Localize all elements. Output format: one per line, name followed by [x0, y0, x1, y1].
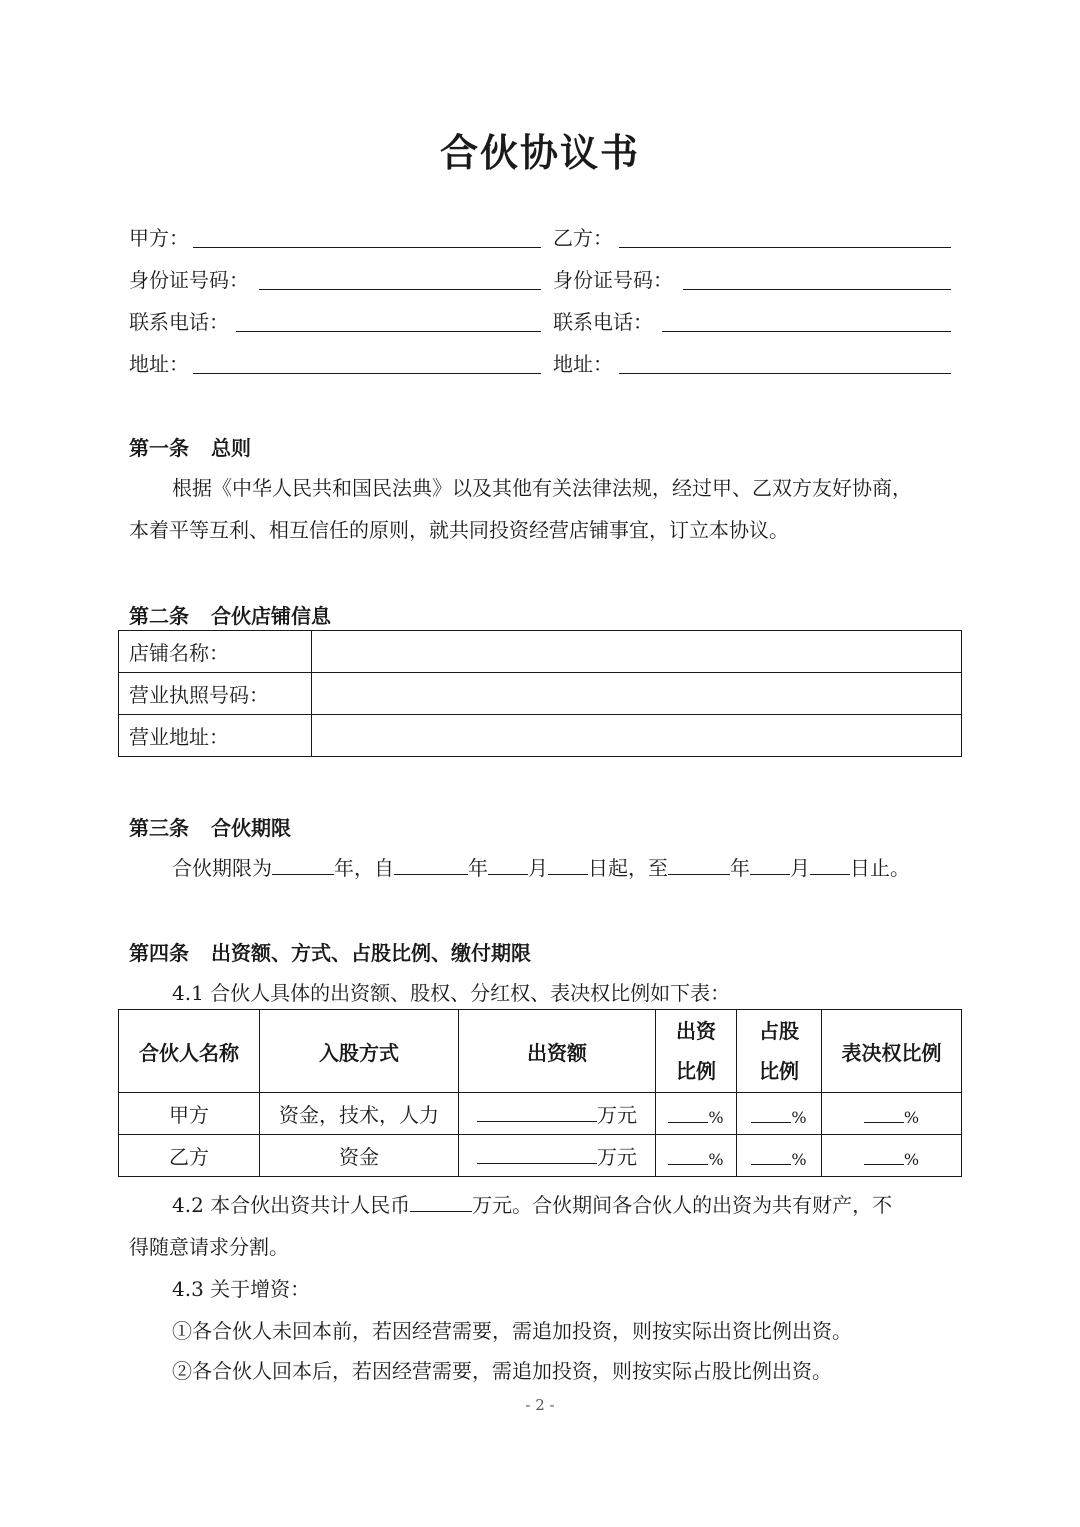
row-b-investment-ratio-blank[interactable] — [668, 1142, 708, 1165]
party-a-address-label: 地址： — [129, 352, 189, 376]
party-a-address-field[interactable] — [193, 351, 541, 374]
row-a-share-ratio-blank[interactable] — [751, 1100, 791, 1123]
article-3-name: 合伙期限 — [211, 816, 291, 840]
article-4-name: 出资额、方式、占股比例、缴付期限 — [211, 941, 531, 965]
row-a-voting-ratio-blank[interactable] — [864, 1100, 904, 1123]
row-b-voting-ratio[interactable] — [822, 1135, 962, 1177]
shop-info-table — [118, 630, 962, 757]
article-4-heading — [129, 937, 531, 966]
row-b-voting-ratio-blank[interactable] — [864, 1142, 904, 1165]
article-3-number: 第三条 — [129, 816, 189, 840]
term-years-blank[interactable] — [272, 852, 334, 875]
term-text-5: 日起，至 — [588, 856, 668, 880]
row-b-amount-blank[interactable] — [477, 1141, 597, 1164]
row-b-method: 资金 — [260, 1135, 459, 1177]
header-voting-ratio: 表决权比例 — [822, 1010, 962, 1093]
party-a-phone-label: 联系电话： — [129, 310, 229, 334]
row-b-name: 乙方 — [119, 1135, 260, 1177]
percent-sign: % — [791, 1149, 807, 1169]
table-row — [119, 631, 962, 673]
article-2-number: 第二条 — [129, 604, 189, 628]
percent-sign: % — [708, 1149, 724, 1169]
end-year-blank[interactable] — [668, 852, 730, 875]
shop-name-label: 店铺名称： — [119, 631, 312, 673]
article-3-heading — [129, 812, 291, 841]
party-a-label: 甲方： — [129, 226, 189, 250]
article-4-number: 第四条 — [129, 941, 189, 965]
table-row — [119, 1135, 962, 1177]
section-4-2-line-2: 得随意请求分割。 — [129, 1235, 289, 1259]
party-b-phone-field[interactable] — [662, 309, 951, 332]
article-2-name: 合伙店铺信息 — [211, 604, 331, 628]
party-b-label: 乙方： — [553, 226, 613, 250]
header-partner-name: 合伙人名称 — [119, 1010, 260, 1093]
term-sentence — [172, 852, 910, 884]
party-b-phone-label: 联系电话： — [553, 310, 653, 334]
start-day-blank[interactable] — [548, 852, 588, 875]
header-investment-ratio — [656, 1010, 737, 1093]
party-b-address-field[interactable] — [619, 351, 951, 374]
row-b-investment-ratio[interactable] — [656, 1135, 737, 1177]
header-amount: 出资额 — [459, 1010, 656, 1093]
end-day-blank[interactable] — [810, 852, 850, 875]
header-method: 入股方式 — [260, 1010, 459, 1093]
party-b-field[interactable] — [619, 225, 951, 248]
header-investment-ratio-line-1: 出资 — [676, 1019, 716, 1043]
business-address-cell[interactable] — [312, 715, 962, 757]
license-number-cell[interactable] — [312, 673, 962, 715]
business-address-label: 营业地址： — [119, 715, 312, 757]
row-a-voting-ratio[interactable] — [822, 1093, 962, 1135]
row-b-share-ratio[interactable] — [737, 1135, 822, 1177]
section-4-3-item-1: ①各合伙人未回本前，若因经营需要，需追加投资，则按实际出资比例出资。 — [172, 1319, 852, 1343]
row-a-investment-ratio[interactable] — [656, 1093, 737, 1135]
term-text-1: 合伙期限为 — [172, 856, 272, 880]
shop-name-cell[interactable] — [312, 631, 962, 673]
term-text-7: 月 — [790, 856, 810, 880]
article-1-line-2: 本着平等互利、相互信任的原则，就共同投资经营店铺事宜，订立本协议。 — [129, 518, 789, 542]
article-1-line-1: 根据《中华人民共和国民法典》以及其他有关法律法规，经过甲、乙双方友好协商， — [172, 476, 912, 500]
article-1-number: 第一条 — [129, 436, 189, 460]
term-text-4: 月 — [528, 856, 548, 880]
term-text-3: 年 — [468, 856, 488, 880]
section-4-3: 4.3 关于增资： — [172, 1277, 311, 1301]
header-share-ratio — [737, 1010, 822, 1093]
end-month-blank[interactable] — [750, 852, 790, 875]
article-1-heading — [129, 432, 251, 461]
article-2-heading — [129, 600, 331, 629]
row-a-investment-ratio-blank[interactable] — [668, 1100, 708, 1123]
start-year-blank[interactable] — [394, 852, 468, 875]
page-number: - 2 - — [525, 1396, 555, 1414]
party-a-id-label: 身份证号码： — [129, 268, 249, 292]
term-text-2: 年，自 — [334, 856, 394, 880]
section-4-1: 4.1 合伙人具体的出资额、股权、分红权、表决权比例如下表： — [172, 981, 731, 1005]
percent-sign: % — [903, 1149, 920, 1169]
row-a-amount-blank[interactable] — [477, 1099, 597, 1122]
total-investment-blank[interactable] — [410, 1189, 472, 1212]
row-a-amount[interactable] — [459, 1093, 656, 1135]
party-a-field[interactable] — [193, 225, 541, 248]
article-1-name: 总则 — [211, 436, 251, 460]
section-4-2-line-1 — [172, 1189, 892, 1221]
header-share-ratio-line-1: 占股 — [759, 1019, 799, 1043]
percent-sign: % — [708, 1107, 724, 1127]
party-b-id-label: 身份证号码： — [553, 268, 673, 292]
table-row — [119, 1093, 962, 1135]
table-row — [119, 673, 962, 715]
row-b-amount[interactable] — [459, 1135, 656, 1177]
term-text-6: 年 — [730, 856, 750, 880]
party-a-id-field[interactable] — [259, 267, 541, 290]
row-b-share-ratio-blank[interactable] — [751, 1142, 791, 1165]
row-a-name: 甲方 — [119, 1093, 260, 1135]
section-4-2-text-1: 4.2 本合伙出资共计人民币 — [172, 1193, 411, 1217]
header-share-ratio-line-2: 比例 — [759, 1059, 799, 1083]
row-a-method: 资金，技术，人力 — [260, 1093, 459, 1135]
table-header-row — [119, 1010, 962, 1093]
section-4-3-item-2: ②各合伙人回本后，若因经营需要，需追加投资，则按实际占股比例出资。 — [172, 1359, 832, 1383]
header-investment-ratio-line-2: 比例 — [676, 1059, 716, 1083]
party-b-id-field[interactable] — [683, 267, 951, 290]
row-b-unit: 万元 — [597, 1145, 637, 1169]
investment-table — [118, 1009, 962, 1177]
license-number-label: 营业执照号码： — [119, 673, 312, 715]
percent-sign: % — [791, 1107, 807, 1127]
party-b-address-label: 地址： — [553, 352, 613, 376]
table-row — [119, 715, 962, 757]
term-text-8: 日止。 — [850, 856, 910, 880]
section-4-2-text-2: 万元。合伙期间各合伙人的出资为共有财产，不 — [472, 1193, 893, 1217]
start-month-blank[interactable] — [488, 852, 528, 875]
document-title: 合伙协议书 — [439, 131, 640, 175]
percent-sign: % — [903, 1107, 920, 1127]
party-a-phone-field[interactable] — [236, 309, 541, 332]
row-a-unit: 万元 — [597, 1103, 637, 1127]
row-a-share-ratio[interactable] — [737, 1093, 822, 1135]
